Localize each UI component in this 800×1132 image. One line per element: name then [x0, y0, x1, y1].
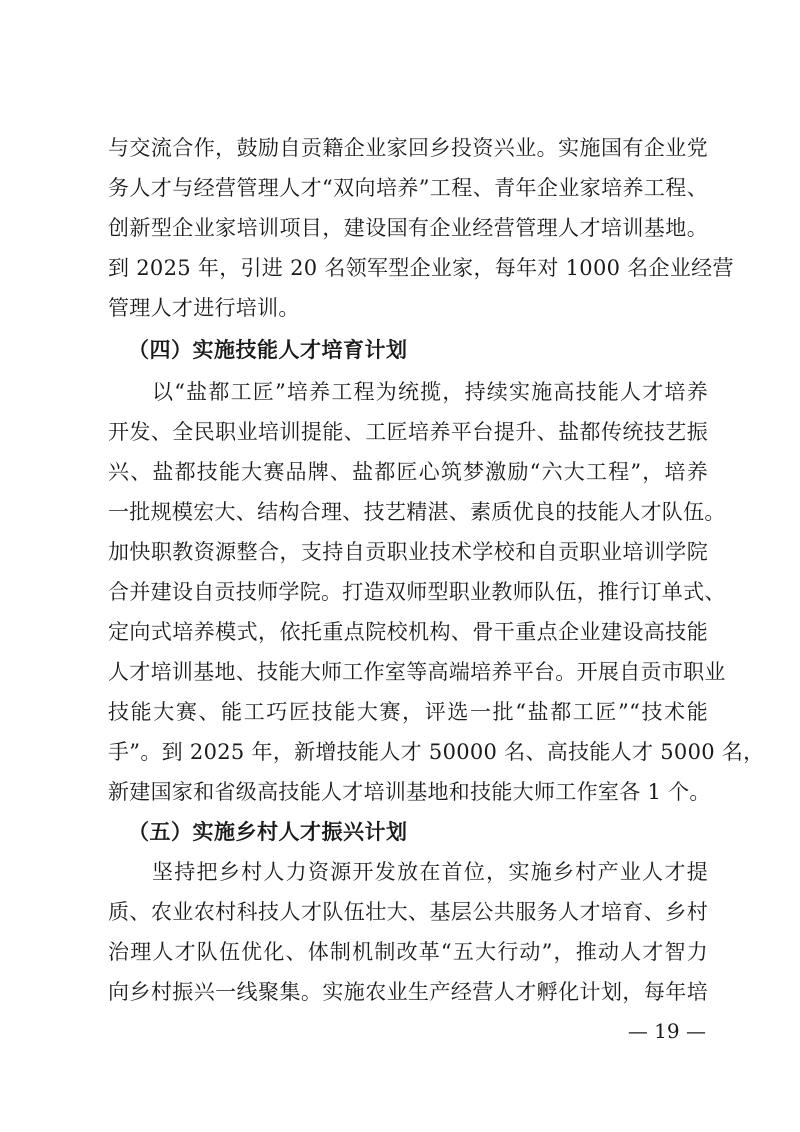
paragraph-line: 定向式培养模式，依托重点院校机构、骨干重点企业建设高技能 [108, 620, 708, 644]
paragraph-line: 手”。到 2025 年，新增技能人才 50000 名、高技能人才 5000 名， [108, 740, 765, 764]
section-heading-5: （五）实施乡村人才振兴计划 [128, 820, 408, 844]
paragraph-line: 兴、盐都技能大赛品牌、盐都匠心筑梦激励“六大工程”，培养 [108, 460, 708, 484]
paragraph-line: 坚持把乡村人力资源开发放在首位，实施乡村产业人才提 [152, 860, 708, 884]
paragraph-line: 务人才与经营管理人才“双向培养”工程、青年企业家培养工程、 [108, 176, 708, 200]
paragraph-line: 人才培训基地、技能大师工作室等高端培养平台。开展自贡市职业 [108, 660, 726, 684]
paragraph-line: 向乡村振兴一线聚集。实施农业生产经营人才孵化计划，每年培 [108, 980, 708, 1004]
paragraph-line: 合并建设自贡技师学院。打造双师型职业教师队伍，推行订单式、 [108, 580, 726, 604]
paragraph-line: 一批规模宏大、结构合理、技艺精湛、素质优良的技能人才队伍。 [108, 500, 726, 524]
paragraph-line: 加快职教资源整合，支持自贡职业技术学校和自贡职业培训学院 [108, 540, 708, 564]
paragraph-line: 开发、全民职业培训提能、工匠培养平台提升、盐都传统技艺振 [108, 420, 708, 444]
page-number: — 19 — [627, 1019, 706, 1043]
paragraph-line: 质、农业农村科技人才队伍壮大、基层公共服务人才培育、乡村 [108, 900, 708, 924]
paragraph-line: 与交流合作，鼓励自贡籍企业家回乡投资兴业。实施国有企业党 [108, 136, 708, 160]
paragraph-line: 管理人才进行培训。 [108, 296, 300, 320]
paragraph-line: 治理人才队伍优化、体制机制改革“五大行动”，推动人才智力 [108, 940, 708, 964]
paragraph-line: 新建国家和省级高技能人才培训基地和技能大师工作室各 1 个。 [108, 780, 711, 804]
paragraph-line: 创新型企业家培训项目，建设国有企业经营管理人才培训基地。 [108, 216, 708, 240]
section-heading-4: （四）实施技能人才培育计划 [128, 338, 408, 362]
paragraph-line: 以“盐都工匠”培养工程为统揽，持续实施高技能人才培养 [152, 380, 708, 404]
paragraph-line: 到 2025 年，引进 20 名领军型企业家，每年对 1000 名企业经营 [108, 256, 734, 280]
paragraph-line: 技能大赛、能工巧匠技能大赛，评选一批“盐都工匠”“技术能 [108, 700, 708, 724]
